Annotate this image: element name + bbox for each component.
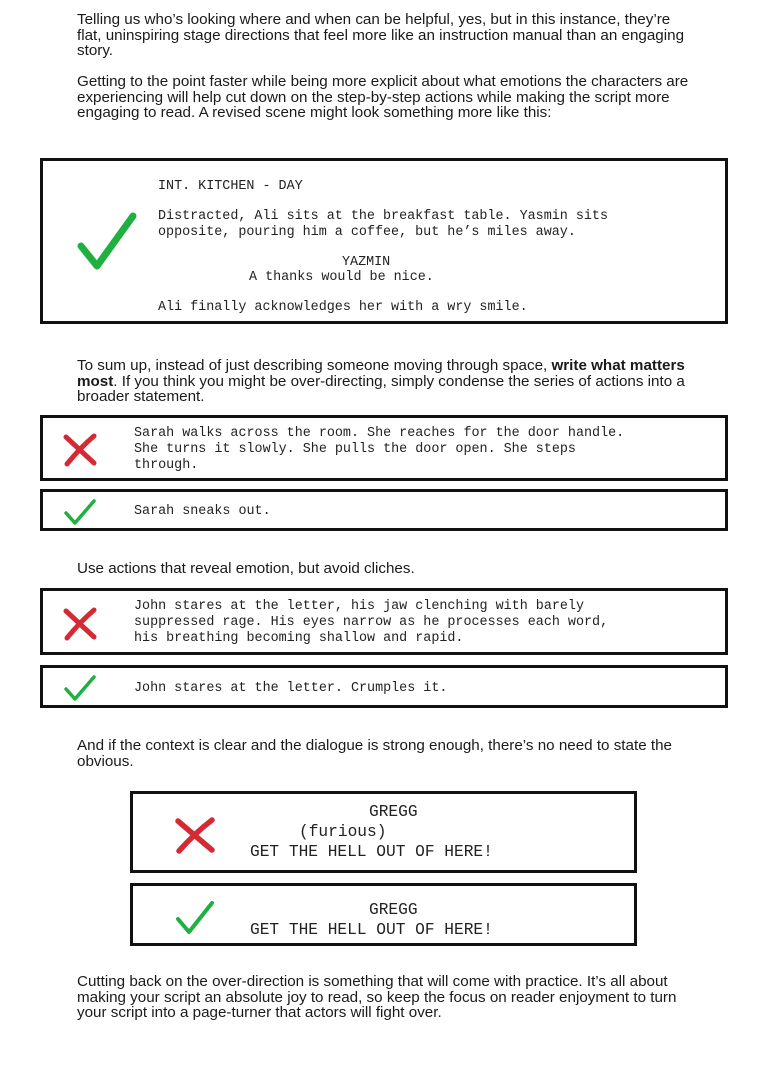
scene-character-name: YAZMIN [342, 255, 391, 270]
example-text-line: John stares at the letter, his jaw clenching with barely [134, 599, 584, 614]
dialogue-good-box [130, 883, 637, 946]
scene-heading: INT. KITCHEN - DAY [158, 179, 303, 194]
cross-icon [61, 433, 99, 467]
checkmark-icon [175, 899, 215, 937]
scene-action-line: Distracted, Ali sits at the breakfast table. Yasmin sits [158, 209, 608, 224]
example-text-line: his breathing becoming shallow and rapid. [134, 631, 464, 646]
checkmark-icon [63, 497, 97, 527]
summary-text-continued: . If you think you might be over-directing, simply condense the series of actions into a broader statement. [77, 372, 685, 405]
example-good-box [40, 489, 728, 531]
summary-emphasis: write what matters most [77, 357, 685, 390]
example-text-line: suppressed rage. His eyes narrow as he processes each word, [134, 615, 609, 630]
scene-dialogue: A thanks would be nice. [249, 270, 434, 285]
example-text-line: John stares at the letter. Crumples it. [134, 681, 448, 696]
example-text-line: Sarah walks across the room. She reaches for the door handle. [134, 426, 625, 441]
example-good-box [40, 665, 728, 708]
example-text-line: Sarah sneaks out. [134, 504, 271, 519]
revision-paragraph: Getting to the point faster while being more explicit about what emotions the characters are experiencing will help cut down on the step-by-step actions while making the script more engaging to read. A revised scene might look something more like this: [77, 73, 689, 121]
cross-icon [61, 607, 99, 641]
intro-paragraph: Telling us who’s looking where and when can be helpful, yes, but in this instance, they’re flat, uninspiring stage directions that feel more like an instruction manual than an engaging story. [77, 11, 685, 59]
example-text-line: She turns it slowly. She pulls the door open. She steps [134, 442, 576, 457]
emotion-paragraph: Use actions that reveal emotion, but avoid cliches. [77, 560, 415, 577]
dialogue-line: GET THE HELL OUT OF HERE! [250, 921, 493, 939]
checkmark-icon [63, 673, 97, 703]
checkmark-icon [77, 210, 137, 274]
example-bad-box [40, 588, 728, 655]
dialogue-character-name: GREGG [369, 901, 418, 919]
dialogue-line: GET THE HELL OUT OF HERE! [250, 843, 493, 861]
scene-action-line: Ali finally acknowledges her with a wry smile. [158, 300, 528, 315]
cross-icon [173, 816, 217, 854]
scene-action-line: opposite, pouring him a coffee, but he’s miles away. [158, 225, 576, 240]
dialogue-bad-box [130, 791, 637, 873]
summary-paragraph [77, 358, 697, 405]
dialogue-parenthetical: (furious) [299, 823, 387, 841]
closing-paragraph: Cutting back on the over-direction is something that will come with practice. It’s all about making your script an absolute joy to read, so keep the focus on reader enjoyment to turn your script into a page-turner that actors will fight over. [77, 973, 677, 1021]
example-bad-box [40, 415, 728, 481]
revised-scene-box [40, 158, 728, 324]
summary-text: To sum up, instead of just describing someone moving through space, [77, 357, 552, 374]
context-paragraph: And if the context is clear and the dialogue is strong enough, there’s no need to state the obvious. [77, 737, 672, 770]
example-text-line: through. [134, 458, 199, 473]
dialogue-character-name: GREGG [369, 803, 418, 821]
